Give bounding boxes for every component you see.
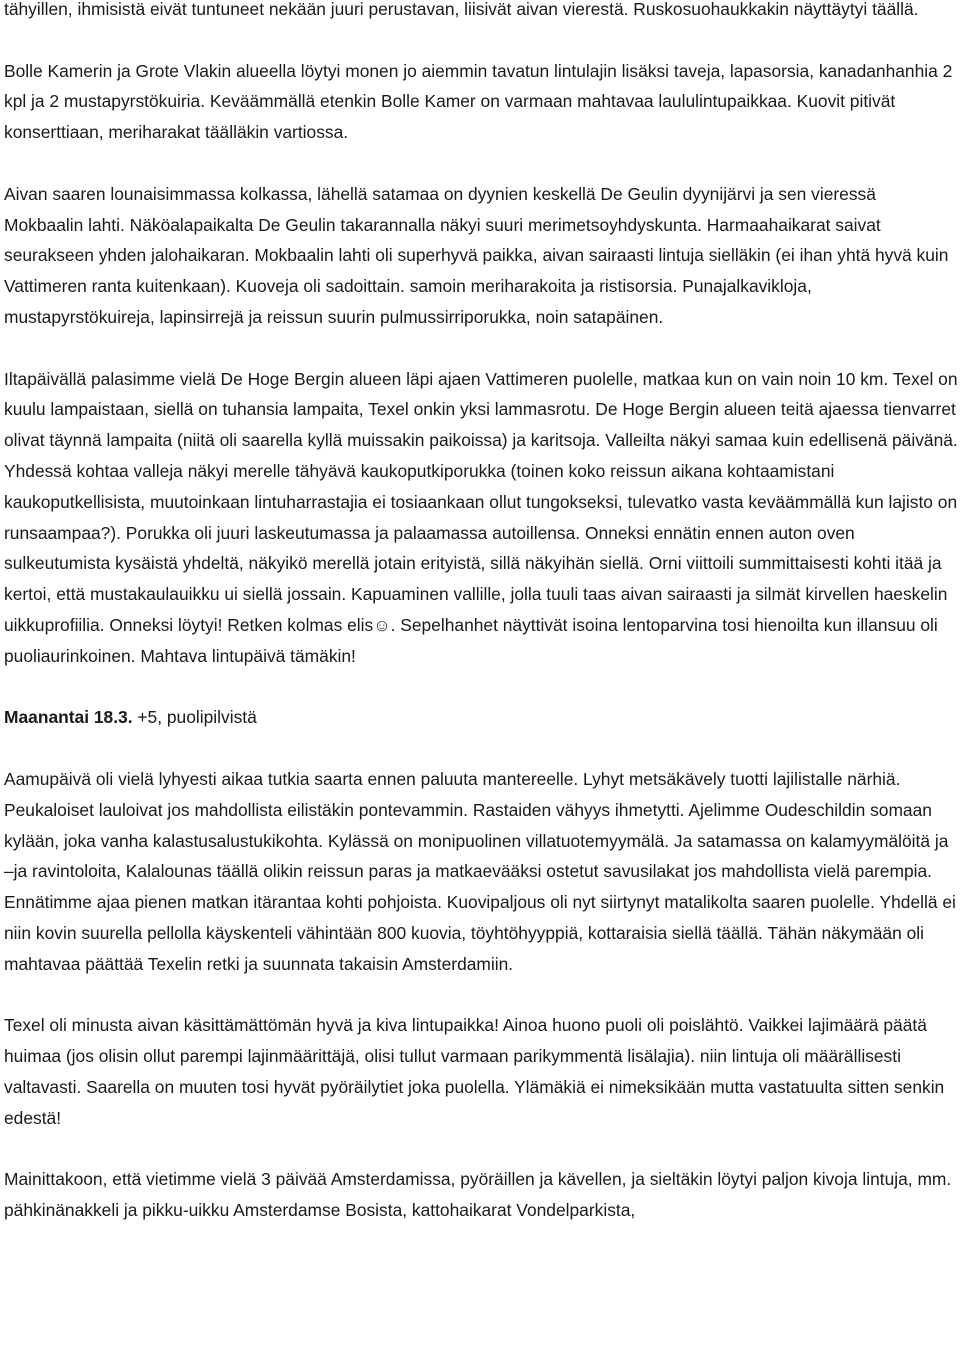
paragraph-1: tähyillen, ihmisistä eivät tuntuneet nekään juuri perustavan, liisivät aivan vierestä. Ruskosuohaukkakin näyttäytyi täällä. <box>4 0 919 19</box>
document-page <box>4 0 958 1257</box>
smiley-icon: ☺ <box>373 615 391 635</box>
day-heading <box>4 702 958 733</box>
paragraph-6: Aamupäivä oli vielä lyhyesti aikaa tutkia saarta ennen paluuta mantereelle. Lyhyt metsäkävely tuotti lajilistalle närhiä. Peukaloiset lauloivat jos mahdollista eilistäkin pontevammin. Rastaiden vähyys ihmetytti. Ajelimme Oudeschildin somaan kylään, joka vanha kalastusalustukikohta. Kylässä on monipuolinen villatuotemyymälä. Ja satamassa on kalamyymälöitä ja –ja ravintoloita, Kalalounas täällä olikin reissun paras ja matkaevääksi ostetut savusilakat jos mahdollista vielä parempia. Ennätimme ajaa pienen matkan itärantaa kohti pohjoista. Kuovipaljous oli nyt siirtynyt matalikolta saaren puolelle. Yhdellä ei niin kovin suurella pellolla käyskenteli vähintään 800 kuovia, töyhtöhyyppiä, kottaraisia siellä täällä. Tähän näkymään oli mahtavaa päättää Texelin retki ja suunnata takaisin Amsterdamiin. <box>4 768 956 974</box>
paragraph-3: Aivan saaren lounaisimmassa kolkassa, lähellä satamaa on dyynien keskellä De Geulin dyynijärvi ja sen vieressä Mokbaalin lahti. Näköalapaikalta De Geulin takarannalla näkyi suuri merimetsoyhdyskunta. Harmaahaikarat saivat seurakseen yhden jalohaikaran. Mokbaalin lahti oli superhyvä paikka, aivan sairaasti lintuja sielläkin (ei ihan yhtä hyvä kuin Vattimeren ranta kuitenkaan). Kuoveja oli sadoittain. samoin meriharakoita ja ristisorsia. Punajalkavikloja, mustapyrstökuireja, lapinsirrejä ja reissun suurin pulmussirriporukka, noin satapäinen. <box>4 183 949 327</box>
paragraph-8: Mainittakoon, että vietimme vielä 3 päivää Amsterdamissa, pyöräillen ja kävellen, ja sieltäkin löytyi paljon kivoja lintuja, mm. pähkinänakkeli ja pikku-uikku Amsterdamse Bosista, kattohaikarat Vondelparkista, <box>4 1169 952 1221</box>
paragraph-4-text: Iltapäivällä palasimme vielä De Hoge Bergin alueen läpi ajaen Vattimeren puolelle, matkaa kun on vain noin 10 km. Texel on kuulu lampaistaan, siellä on tuhansia lampaita, Texel onkin yksi lammasrotu. De Hoge Bergin alueen teitä ajaessa tienvarret olivat täynnä lampaita (niitä oli saarella kyllä muissakin paikoissa) ja karitsoja. Valleilta näkyi samaa kuin edellisenä päivänä. Yhdessä kohtaa valleja näkyi merelle tähyävä kaukoputkiporukka (toinen koko reissun aikana kohtaamistani kaukoputkellisista, muutoinkaan lintuharrastajia ei tosiaankaan ollut tungokseksi, tulevatko vasta keväämmällä kun lajisto on runsaampaa?). Porukka oli juuri laskeutumassa ja palaamassa autoillensa. Onneksi ennätin ennen auton oven sulkeutumista kysäistä yhdeltä, näkyikö merellä jotain erityistä, sillä näkyihän siellä. Orni viittoili summittaisesti kohti itää ja kertoi, että mustakaulauikku ui siellä jossain. Kapuaminen vallille, jolla tuuli taas aivan sairaasti ja silmät kirvellen haeskelin uikkuprofiilia. Onneksi löytyi! Retken kolmas elis <box>4 368 958 635</box>
day-heading-weather: +5, puolipilvistä <box>132 707 257 728</box>
paragraph-4 <box>4 364 958 672</box>
day-heading-date: Maanantai 18.3. <box>4 707 133 728</box>
paragraph-7: Texel oli minusta aivan käsittämättömän hyvä ja kiva lintupaikka! Ainoa huono puoli oli poislähtö. Vaikkei lajimäärä päätä huimaa (jos olisin ollut parempi lajinmäärittäjä, olisi tullut varmaan parikymmentä lisälajia). niin lintuja oli määrällisesti valtavasti. Saarella on muuten tosi hyvät pyöräilytiet joka puolella. Ylämäkiä ei nimeksikään mutta vastatuulta sitten senkin edestä! <box>4 1015 945 1128</box>
paragraph-2: Bolle Kamerin ja Grote Vlakin alueella löytyi monen jo aiemmin tavatun lintulajin lisäksi taveja, lapasorsia, kanadanhanhia 2 kpl ja 2 mustapyrstökuiria. Keväämmällä etenkin Bolle Kamer on varmaan mahtavaa laululintupaikkaa. Kuovit pitivät konserttiaan, meriharakat täälläkin vartiossa. <box>4 60 953 143</box>
paragraph-4-text-after: . Sepelhanhet näyttivät isoina lentoparvina tosi hienoilta kun illansuu oli puoliaurinkoinen. Mahtava lintupäivä tämäkin! <box>4 614 938 666</box>
